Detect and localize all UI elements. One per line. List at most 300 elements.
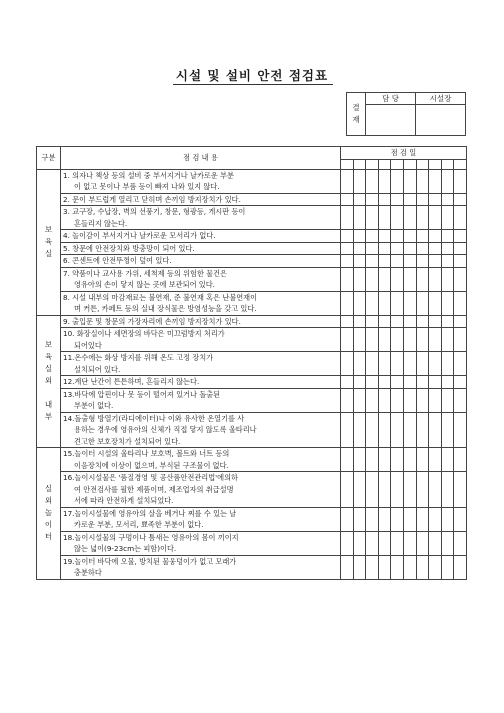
check-mark-cell[interactable] (441, 388, 454, 412)
check-mark-cell[interactable] (353, 255, 366, 268)
date-column-header[interactable] (353, 159, 366, 169)
document-title: 시설 및 설비 안전 점검표 (175, 68, 329, 83)
check-mark-cell[interactable] (441, 315, 454, 328)
check-mark-cell[interactable] (416, 206, 429, 230)
check-mark-cell[interactable] (391, 388, 404, 412)
check-mark-cell[interactable] (441, 472, 454, 508)
check-item (61, 255, 341, 268)
check-mark-cell[interactable] (341, 448, 354, 472)
date-column-header[interactable] (403, 159, 416, 169)
check-item-line: 여 안전검사를 필한 제품이며, 제조업자의 취급설명 (74, 484, 234, 494)
check-mark-cell[interactable] (378, 376, 391, 389)
check-mark-cell[interactable] (366, 291, 379, 315)
category-char: 보 (44, 225, 53, 234)
check-mark-cell[interactable] (416, 169, 429, 193)
check-mark-cell[interactable] (416, 376, 429, 389)
check-item-line: 충분하다 (74, 568, 102, 577)
category-char: 이 (44, 520, 53, 530)
check-mark-cell[interactable] (403, 412, 416, 448)
check-mark-cell[interactable] (441, 376, 454, 389)
check-mark-cell[interactable] (454, 376, 467, 389)
check-mark-cell[interactable] (454, 388, 467, 412)
check-item-line: 17.놀이시설물에 영유아의 살을 베거나 찌를 수 있는 날 (63, 508, 237, 518)
category-char: 실 (44, 364, 53, 374)
check-mark-cell[interactable] (429, 193, 442, 206)
title-underline (173, 84, 333, 85)
check-mark-cell[interactable] (454, 267, 467, 291)
check-mark-cell[interactable] (378, 291, 391, 315)
check-mark-cell[interactable] (403, 388, 416, 412)
check-mark-cell[interactable] (416, 255, 429, 268)
check-item (61, 388, 341, 412)
check-mark-cell[interactable] (454, 255, 467, 268)
check-mark-cell[interactable] (454, 448, 467, 472)
check-mark-cell[interactable] (429, 242, 442, 255)
check-item (61, 315, 341, 328)
check-mark-cell[interactable] (416, 531, 429, 555)
check-mark-cell[interactable] (441, 291, 454, 315)
check-mark-cell[interactable] (366, 376, 379, 389)
check-item-line: 용하는 경우에 영유아의 신체가 직접 닿지 않도록 울타리나 (74, 425, 257, 434)
check-mark-cell[interactable] (378, 267, 391, 291)
check-mark-cell[interactable] (353, 315, 366, 328)
check-mark-cell[interactable] (454, 169, 467, 193)
check-mark-cell[interactable] (378, 169, 391, 193)
check-mark-cell[interactable] (366, 267, 379, 291)
check-item-line: 설치되어 있다. (74, 364, 121, 374)
check-mark-cell[interactable] (416, 448, 429, 472)
check-mark-cell[interactable] (429, 376, 442, 389)
check-mark-cell[interactable] (416, 267, 429, 291)
check-mark-cell[interactable] (454, 531, 467, 555)
check-mark-cell[interactable] (341, 169, 354, 193)
check-mark-cell[interactable] (403, 206, 416, 230)
check-mark-cell[interactable] (366, 507, 379, 531)
table-row (37, 169, 467, 193)
check-mark-cell[interactable] (391, 555, 404, 579)
check-mark-cell[interactable] (429, 328, 442, 352)
date-column-header[interactable] (366, 159, 379, 169)
check-mark-cell[interactable] (353, 328, 366, 352)
check-mark-cell[interactable] (366, 531, 379, 555)
check-mark-cell[interactable] (429, 267, 442, 291)
category-char: 내 (44, 400, 53, 410)
check-mark-cell[interactable] (341, 472, 354, 508)
check-mark-cell[interactable] (378, 472, 391, 508)
check-item (61, 376, 341, 389)
check-mark-cell[interactable] (429, 352, 442, 376)
check-mark-cell[interactable] (403, 531, 416, 555)
check-item-line: 이음장치에 이상이 없으며, 부식된 구조물이 없다. (74, 460, 229, 470)
check-mark-cell[interactable] (353, 388, 366, 412)
check-mark-cell[interactable] (416, 352, 429, 376)
check-mark-cell[interactable] (441, 531, 454, 555)
check-item (61, 291, 341, 315)
check-mark-cell[interactable] (378, 352, 391, 376)
check-item-line: 영유아의 손이 닿지 않는 곳에 보관되어 있다. (74, 280, 215, 289)
check-mark-cell[interactable] (391, 267, 404, 291)
check-mark-cell[interactable] (391, 169, 404, 193)
table-row (37, 315, 467, 328)
approval-box (346, 92, 466, 136)
approval-col-manager: 담 당 (366, 93, 416, 105)
table-row (37, 555, 467, 579)
check-mark-cell[interactable] (366, 242, 379, 255)
check-mark-cell[interactable] (441, 193, 454, 206)
check-mark-cell[interactable] (391, 412, 404, 448)
check-item-line: 이 없고 못이나 부품 등이 빠져 나와 있지 않다. (74, 182, 220, 191)
category-char: 터 (44, 532, 53, 542)
check-mark-cell[interactable] (378, 242, 391, 255)
check-mark-cell[interactable] (429, 448, 442, 472)
table-row (37, 193, 467, 206)
date-column-header[interactable] (391, 159, 404, 169)
check-item (61, 448, 341, 472)
check-mark-cell[interactable] (341, 328, 354, 352)
check-mark-cell[interactable] (341, 507, 354, 531)
check-mark-cell[interactable] (391, 291, 404, 315)
check-mark-cell[interactable] (341, 555, 354, 579)
check-item-line: 13.바닥에 압핀이나 못 등이 떨어져 있거나 돌출된 (63, 389, 221, 399)
check-mark-cell[interactable] (353, 555, 366, 579)
check-mark-cell[interactable] (454, 315, 467, 328)
check-mark-cell[interactable] (429, 230, 442, 243)
check-mark-cell[interactable] (403, 255, 416, 268)
check-item-line: 9. 출입문 및 창문의 가장자리에 손끼임 방지장치가 있다. (63, 316, 241, 326)
check-mark-cell[interactable] (391, 230, 404, 243)
category-char: 실 (44, 249, 53, 258)
check-mark-cell[interactable] (416, 507, 429, 531)
check-mark-cell[interactable] (366, 388, 379, 412)
check-item (61, 206, 341, 230)
check-mark-cell[interactable] (378, 388, 391, 412)
check-item (61, 507, 341, 531)
check-mark-cell[interactable] (429, 507, 442, 531)
check-mark-cell[interactable] (403, 448, 416, 472)
check-mark-cell[interactable] (441, 169, 454, 193)
check-mark-cell[interactable] (353, 206, 366, 230)
category-char: 실 (44, 484, 53, 494)
check-mark-cell[interactable] (416, 328, 429, 352)
check-mark-cell[interactable] (353, 448, 366, 472)
check-mark-cell[interactable] (366, 193, 379, 206)
check-mark-cell[interactable] (366, 206, 379, 230)
check-mark-cell[interactable] (353, 352, 366, 376)
check-mark-cell[interactable] (441, 555, 454, 579)
check-mark-cell[interactable] (403, 315, 416, 328)
check-mark-cell[interactable] (403, 169, 416, 193)
check-mark-cell[interactable] (341, 315, 354, 328)
check-item-line: 카로운 부분, 모서리, 뾰족한 부분이 없다. (74, 520, 204, 529)
check-mark-cell[interactable] (366, 169, 379, 193)
table-row (37, 291, 467, 315)
check-mark-cell[interactable] (416, 555, 429, 579)
inspection-table (36, 146, 467, 580)
check-mark-cell[interactable] (341, 388, 354, 412)
date-column-header[interactable] (341, 159, 354, 169)
check-mark-cell[interactable] (429, 206, 442, 230)
table-row (37, 242, 467, 255)
table-row (37, 328, 467, 352)
check-mark-cell[interactable] (403, 242, 416, 255)
category-label (37, 315, 61, 448)
category-label (37, 169, 61, 315)
check-mark-cell[interactable] (391, 255, 404, 268)
check-mark-cell[interactable] (353, 242, 366, 255)
table-row (37, 255, 467, 268)
check-mark-cell[interactable] (403, 376, 416, 389)
check-mark-cell[interactable] (378, 193, 391, 206)
check-mark-cell[interactable] (403, 555, 416, 579)
check-mark-cell[interactable] (429, 412, 442, 448)
check-mark-cell[interactable] (391, 242, 404, 255)
check-item (61, 267, 341, 291)
check-mark-cell[interactable] (403, 507, 416, 531)
category-char: 놀 (44, 508, 53, 518)
check-item (61, 472, 341, 508)
check-mark-cell[interactable] (454, 328, 467, 352)
check-mark-cell[interactable] (353, 376, 366, 389)
header-category: 구분 (37, 147, 61, 170)
check-item-line: 흔들리지 않는다. (74, 218, 128, 228)
check-mark-cell[interactable] (391, 472, 404, 508)
check-mark-cell[interactable] (403, 230, 416, 243)
table-row (37, 448, 467, 472)
check-mark-cell[interactable] (341, 352, 354, 376)
check-mark-cell[interactable] (429, 315, 442, 328)
check-item-line: 않는 넓이(9-23cm는 피함)이다. (74, 544, 177, 553)
check-item-line: 19.놀이터 바닥에 오물, 방치된 물웅덩이가 없고 모래가 (63, 556, 237, 566)
check-mark-cell[interactable] (378, 255, 391, 268)
date-column-header[interactable] (441, 159, 454, 169)
check-mark-cell[interactable] (341, 531, 354, 555)
check-mark-cell[interactable] (378, 328, 391, 352)
check-mark-cell[interactable] (416, 412, 429, 448)
table-row (37, 507, 467, 531)
check-item (61, 555, 341, 579)
check-mark-cell[interactable] (441, 242, 454, 255)
category-char: 육 (44, 352, 53, 362)
check-mark-cell[interactable] (429, 555, 442, 579)
check-mark-cell[interactable] (341, 412, 354, 448)
check-mark-cell[interactable] (416, 193, 429, 206)
check-mark-cell[interactable] (441, 412, 454, 448)
check-mark-cell[interactable] (416, 242, 429, 255)
check-mark-cell[interactable] (366, 328, 379, 352)
check-item-line: 2. 문이 부드럽게 열리고 닫히며 손끼임 방지장치가 있다. (63, 194, 241, 204)
table-row (37, 230, 467, 243)
check-mark-cell[interactable] (341, 255, 354, 268)
check-mark-cell[interactable] (341, 291, 354, 315)
check-mark-cell[interactable] (341, 376, 354, 389)
check-item-line: 14.돌출형 방열기(라디에이터)나 이와 유사한 온열기를 사 (63, 413, 245, 423)
check-mark-cell[interactable] (416, 230, 429, 243)
check-mark-cell[interactable] (366, 352, 379, 376)
check-item-line: 12.계단 난간이 튼튼하며, 흔들리지 않는다. (63, 377, 200, 386)
check-mark-cell[interactable] (366, 315, 379, 328)
check-mark-cell[interactable] (441, 206, 454, 230)
check-mark-cell[interactable] (416, 315, 429, 328)
check-mark-cell[interactable] (416, 388, 429, 412)
check-mark-cell[interactable] (441, 230, 454, 243)
check-mark-cell[interactable] (378, 448, 391, 472)
check-item-line: 6. 콘센트에 안전뚜껑이 덮여 있다. (63, 256, 172, 265)
check-mark-cell[interactable] (391, 448, 404, 472)
table-row (37, 531, 467, 555)
category-label (37, 448, 61, 580)
check-mark-cell[interactable] (353, 193, 366, 206)
check-item (61, 531, 341, 555)
check-mark-cell[interactable] (429, 531, 442, 555)
check-mark-cell[interactable] (429, 169, 442, 193)
check-item-line: 3. 교구장, 수납장, 벽의 선풍기, 창문, 형광등, 게시판 등이 (63, 207, 246, 216)
category-char: 육 (44, 237, 53, 246)
check-mark-cell[interactable] (391, 193, 404, 206)
category-char: 외 (44, 496, 53, 506)
check-mark-cell[interactable] (378, 230, 391, 243)
check-item (61, 412, 341, 448)
check-mark-cell[interactable] (341, 206, 354, 230)
check-mark-cell[interactable] (391, 376, 404, 389)
check-mark-cell[interactable] (441, 352, 454, 376)
check-mark-cell[interactable] (403, 291, 416, 315)
check-mark-cell[interactable] (391, 315, 404, 328)
table-row (37, 267, 467, 291)
check-item (61, 352, 341, 376)
check-item-line: 되어있다 (74, 340, 102, 350)
check-mark-cell[interactable] (454, 291, 467, 315)
check-item (61, 242, 341, 255)
table-row (37, 376, 467, 389)
check-item-line: 10. 화장실이나 세면장의 바닥은 미끄럼방지 처리가 (63, 329, 225, 338)
check-mark-cell[interactable] (341, 193, 354, 206)
check-mark-cell[interactable] (353, 169, 366, 193)
check-mark-cell[interactable] (378, 206, 391, 230)
check-item (61, 193, 341, 206)
check-mark-cell[interactable] (353, 291, 366, 315)
check-mark-cell[interactable] (366, 412, 379, 448)
check-mark-cell[interactable] (378, 531, 391, 555)
check-item-line: 18.놀이시설물의 구멍이나 틈새는 영유아의 몸이 끼이지 (63, 532, 239, 542)
check-mark-cell[interactable] (378, 315, 391, 328)
check-mark-cell[interactable] (391, 328, 404, 352)
check-mark-cell[interactable] (341, 230, 354, 243)
category-char: 보 (44, 340, 53, 350)
date-column-header[interactable] (429, 159, 442, 169)
check-mark-cell[interactable] (341, 267, 354, 291)
check-mark-cell[interactable] (353, 230, 366, 243)
check-item-line: 견고한 보호장치가 설치되어 있다. (74, 436, 181, 446)
approval-sign-manager[interactable] (366, 105, 416, 136)
table-row (37, 206, 467, 230)
check-mark-cell[interactable] (341, 242, 354, 255)
check-mark-cell[interactable] (391, 531, 404, 555)
check-mark-cell[interactable] (454, 230, 467, 243)
approval-col-director: 시설장 (416, 93, 466, 105)
check-mark-cell[interactable] (416, 291, 429, 315)
check-mark-cell[interactable] (403, 193, 416, 206)
check-mark-cell[interactable] (416, 472, 429, 508)
header-dates: 점 검 일 (341, 147, 467, 160)
check-mark-cell[interactable] (353, 472, 366, 508)
check-item-line: 11.온수에는 화상 방지를 위해 온도 고정 장치가 (63, 353, 214, 362)
date-column-header[interactable] (378, 159, 391, 169)
check-mark-cell[interactable] (454, 412, 467, 448)
table-row (37, 352, 467, 376)
check-mark-cell[interactable] (441, 507, 454, 531)
check-mark-cell[interactable] (403, 352, 416, 376)
check-mark-cell[interactable] (454, 555, 467, 579)
check-mark-cell[interactable] (454, 242, 467, 255)
check-mark-cell[interactable] (429, 472, 442, 508)
check-item-line: 1. 의자나 책상 등의 설비 중 부서지거나 날카로운 부분 (63, 170, 234, 180)
check-mark-cell[interactable] (391, 206, 404, 230)
check-mark-cell[interactable] (441, 328, 454, 352)
check-mark-cell[interactable] (441, 448, 454, 472)
check-item-line: 5. 창문에 안전장치와 방충망이 되어 있다. (63, 243, 195, 253)
check-item-line: 7. 약품이나 교사용 가위, 세척제 등의 위험한 물건은 (63, 268, 227, 278)
check-mark-cell[interactable] (403, 472, 416, 508)
check-mark-cell[interactable] (353, 412, 366, 448)
check-mark-cell[interactable] (429, 291, 442, 315)
check-item-line: 4. 놀이감이 부서지거나 날카로운 모서리가 없다. (63, 231, 216, 240)
category-char: 외 (44, 376, 53, 386)
check-mark-cell[interactable] (454, 206, 467, 230)
table-row (37, 472, 467, 508)
check-mark-cell[interactable] (378, 507, 391, 531)
check-item-line: 며 커튼, 카페트 등의 실내 장식물은 방염성능을 갖고 있다. (74, 304, 257, 313)
check-mark-cell[interactable] (353, 507, 366, 531)
check-mark-cell[interactable] (441, 267, 454, 291)
check-mark-cell[interactable] (429, 388, 442, 412)
check-mark-cell[interactable] (454, 193, 467, 206)
header-content: 점 검 내 용 (61, 147, 341, 170)
check-mark-cell[interactable] (378, 412, 391, 448)
check-item-line: 15.놀이터 시설의 울타리나 보호벽, 볼트와 너트 등의 (63, 449, 230, 458)
check-mark-cell[interactable] (454, 507, 467, 531)
check-mark-cell[interactable] (366, 472, 379, 508)
check-item (61, 328, 341, 352)
check-mark-cell[interactable] (441, 255, 454, 268)
check-mark-cell[interactable] (378, 555, 391, 579)
check-mark-cell[interactable] (454, 472, 467, 508)
check-mark-cell[interactable] (391, 352, 404, 376)
check-item-line: 8. 시설 내부의 마감재료는 불연재, 준 불연재 혹은 난불연재이 (63, 292, 258, 302)
check-mark-cell[interactable] (353, 267, 366, 291)
table-row (37, 388, 467, 412)
check-mark-cell[interactable] (366, 555, 379, 579)
check-mark-cell[interactable] (366, 255, 379, 268)
check-item (61, 230, 341, 243)
check-mark-cell[interactable] (366, 230, 379, 243)
check-item (61, 169, 341, 193)
check-mark-cell[interactable] (353, 531, 366, 555)
check-mark-cell[interactable] (403, 267, 416, 291)
date-column-header[interactable] (454, 159, 467, 169)
check-item-line: 부분이 없다. (74, 401, 114, 410)
table-row (37, 412, 467, 448)
check-item-line: 16.놀이시설물은 '품질경영 및 공산품안전관리법'에의하 (63, 473, 238, 482)
check-mark-cell[interactable] (403, 328, 416, 352)
approval-sign-director[interactable] (416, 105, 466, 136)
date-column-header[interactable] (416, 159, 429, 169)
check-mark-cell[interactable] (429, 255, 442, 268)
check-mark-cell[interactable] (454, 352, 467, 376)
check-mark-cell[interactable] (391, 507, 404, 531)
check-mark-cell[interactable] (366, 448, 379, 472)
approval-side-label: 결 재 (347, 93, 366, 136)
category-char: 부 (44, 412, 53, 422)
